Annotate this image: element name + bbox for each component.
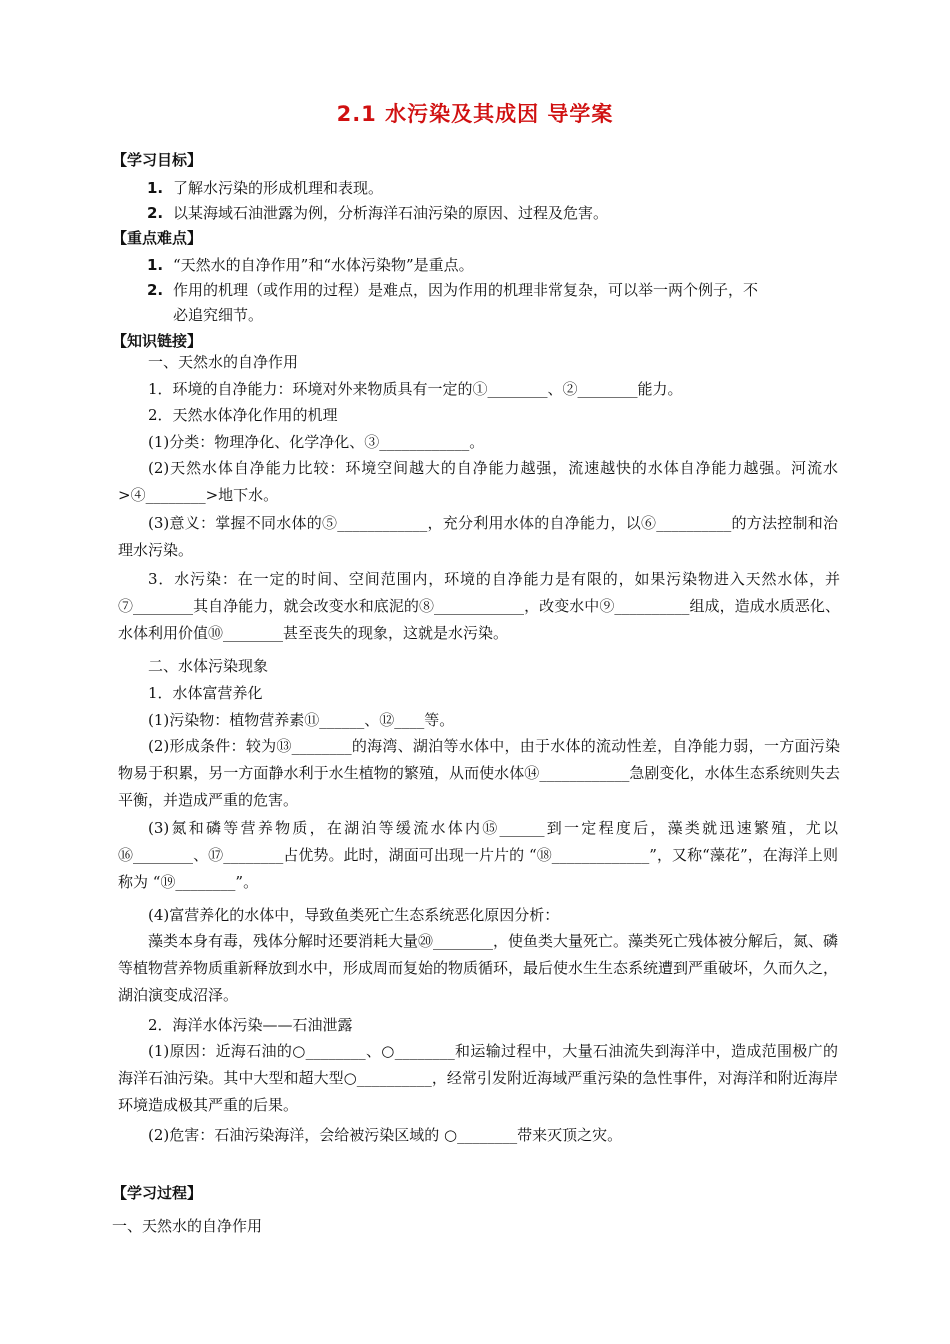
section-heading-goals: 【学习目标】 xyxy=(112,151,203,169)
knowledge-p5: (3)意义：掌握不同水体的⑤____________，充分利用水体的自净能力，以⑥__________的方法控制和治理水污染。 xyxy=(118,514,838,559)
knowledge-part2-title: 二、水体污染现象 xyxy=(148,657,269,675)
knowledge-p3: (1)分类：物理净化、化学净化、③____________。 xyxy=(148,433,485,451)
goal-text-1: 了解水污染的形成机理和表现。 xyxy=(173,179,384,197)
knowledge-p7: 1．水体富营养化 xyxy=(148,684,263,702)
knowledge-p1: 1．环境的自净能力：环境对外来物质具有一定的①________、②________能力。 xyxy=(148,380,683,398)
keypoint-text-2-cont: 必追究细节。 xyxy=(173,306,264,324)
knowledge-p15: (2)危害：石油污染海洋，会给被污染区域的 ○________带来灭顶之灾。 xyxy=(148,1126,623,1144)
section-heading-process: 【学习过程】 xyxy=(112,1184,203,1202)
goal-num-1: 1. xyxy=(147,179,164,197)
knowledge-p4: (2)天然水体自净能力比较：环境空间越大的自净能力越强，流速越快的水体自净能力越强。河流水>④________>地下水。 xyxy=(118,459,838,504)
keypoint-text-2: 作用的机理（或作用的过程）是难点，因为作用的机理非常复杂，可以举一两个例子，不 xyxy=(173,281,759,299)
process-part1-title: 一、天然水的自净作用 xyxy=(112,1217,263,1235)
knowledge-p2: 2．天然水体净化作用的机理 xyxy=(148,406,338,424)
knowledge-p11: (4)富营养化的水体中，导致鱼类死亡生态系统恶化原因分析： xyxy=(148,906,560,924)
knowledge-p6: 3．水污染：在一定的时间、空间范围内，环境的自净能力是有限的，如果污染物进入天然水体，并⑦________其自净能力，就会改变水和底泥的⑧____________，改变水中⑨__________组成，造成水质恶化、水体利用价值⑩________甚至丧失的现象，这就是水污染。 xyxy=(118,570,840,642)
keypoint-num-2: 2. xyxy=(147,281,164,299)
knowledge-p9: (2)形成条件：较为⑬________的海湾、湖泊等水体中，由于水体的流动性差，自净能力弱，一方面污染物易于积累，另一方面静水利于水生植物的繁殖，从而使水体⑭____________急剧变化，水体生态系统则失去平衡，并造成严重的危害。 xyxy=(118,737,840,809)
knowledge-p14: (1)原因：近海石油的○________、○________和运输过程中，大量石油流失到海洋中，造成范围极广的海洋石油污染。其中大型和超大型○__________，经常引发附近海域严重污染的急性事件，对海洋和附近海岸环境造成极其严重的后果。 xyxy=(118,1042,838,1114)
page-title: 2.1 水污染及其成因 导学案 xyxy=(336,102,614,126)
knowledge-p13: 2．海洋水体污染——石油泄露 xyxy=(148,1016,353,1034)
goal-text-2: 以某海域石油泄露为例，分析海洋石油污染的原因、过程及危害。 xyxy=(173,204,609,222)
knowledge-p12: 藻类本身有毒，残体分解时还要消耗大量⑳________，使鱼类大量死亡。藻类死亡残体被分解后，氮、磷等植物营养物质重新释放到水中，形成周而复始的物质循环，最后使水生生态系统遭到严重破坏，久而久之，湖泊演变成沼泽。 xyxy=(118,932,839,1004)
section-heading-keypoints: 【重点难点】 xyxy=(112,229,203,247)
section-heading-knowledge: 【知识链接】 xyxy=(112,332,203,350)
knowledge-part1-title: 一、天然水的自净作用 xyxy=(148,353,299,371)
knowledge-p10: (3)氮和磷等营养物质，在湖泊等缓流水体内⑮______到一定程度后，藻类就迅速繁殖，尤以⑯________、⑰________占优势。此时，湖面可出现一片片的 “⑱_____________”，又称“藻花”，在海洋上则称为 “⑲________”。 xyxy=(118,819,838,891)
goal-num-2: 2. xyxy=(147,204,164,222)
keypoint-num-1: 1. xyxy=(147,256,164,274)
keypoint-text-1: “天然水的自净作用”和“水体污染物”是重点。 xyxy=(173,256,474,274)
knowledge-p8: (1)污染物：植物营养素⑪______、⑫____等。 xyxy=(148,711,455,729)
